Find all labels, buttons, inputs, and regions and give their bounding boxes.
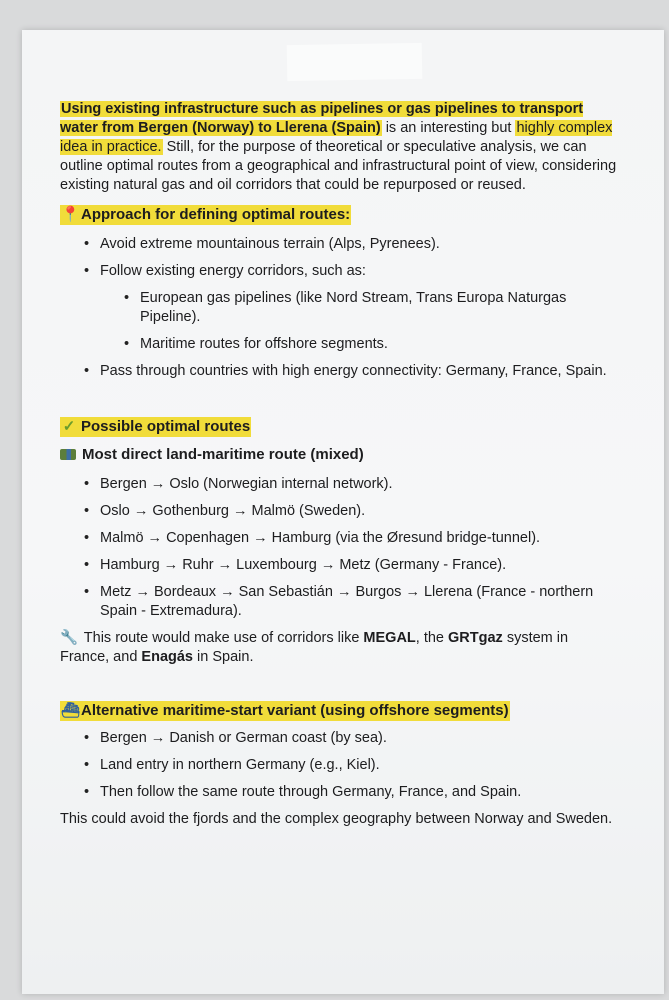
routes-heading [60, 417, 251, 437]
list-item: • Bergen → Oslo (Norwegian internal network). [100, 475, 620, 494]
list-item: • Malmö → Copenhagen → Hamburg (via the Øresund bridge-tunnel). [100, 529, 620, 548]
intro-highlight-2: highly complex idea in practice. [60, 120, 613, 155]
wrench-icon: 🔧 [60, 630, 79, 646]
check-icon: ✓ [62, 418, 76, 435]
sub-list-item: • Maritime routes for offshore segments. [140, 335, 620, 354]
intro-text-1: is an interesting but [381, 120, 516, 136]
sub-list-item: • European gas pipelines (like Nord Stream, Trans Europa Naturgas Pipeline). [140, 289, 620, 327]
alternative-heading-text: Alternative maritime-start variant (using offshore segments) [81, 702, 509, 719]
routes-section [60, 417, 620, 667]
direct-route-heading [60, 445, 620, 465]
list-item: • Oslo → Gothenburg → Malmö (Sweden). [100, 502, 620, 521]
intro-text-2: Still, for the purpose of theoretical or speculative analysis, we can outline optimal routes from a geographical and infrastructural point of view, considering existing natural gas and oil corridors that could be repurposed or reused. [60, 139, 617, 193]
note-grtgaz: GRTgaz [448, 630, 503, 646]
list-item: • Avoid extreme mountainous terrain (Alps, Pyrenees). [100, 235, 620, 254]
alternative-heading [60, 701, 510, 721]
list-item [100, 262, 620, 354]
approach-heading [60, 205, 351, 225]
list-item: • Hamburg → Ruhr → Luxembourg → Metz (Germany - France). [100, 556, 620, 575]
note-text: This route would make use of corridors like [80, 630, 364, 646]
approach-sublist [100, 289, 620, 354]
intro-highlight-1: Using existing infrastructure such as pipelines or gas pipelines to transport water from Bergen (Norway) to Llerena (Spain) [60, 101, 584, 136]
approach-heading-text: Approach for defining optimal routes: [81, 206, 351, 223]
note-megal: MEGAL [363, 630, 416, 646]
note-enagas: Enagás [141, 649, 194, 665]
note-text: , the [415, 630, 449, 646]
list-item: • Metz → Bordeaux → San Sebastián → Burgos → Llerena (France - northern Spain - Extremadura). [100, 583, 620, 621]
alternative-section [60, 701, 620, 829]
list-item: • Bergen → Danish or German coast (by sea). [100, 729, 620, 748]
paper-sheet [22, 30, 664, 994]
tape-strip [287, 43, 423, 81]
note-text: in Spain. [193, 649, 254, 665]
approach-section [60, 205, 620, 381]
list-item: • Pass through countries with high energy connectivity: Germany, France, Spain. [100, 362, 620, 381]
map-icon [60, 449, 76, 460]
document-body [60, 100, 620, 829]
direct-route-list [60, 475, 620, 621]
list-item-text: Follow existing energy corridors, such as: [100, 263, 366, 279]
ship-icon: ⛴ [61, 702, 81, 719]
intro-paragraph [60, 100, 620, 195]
list-item: • Then follow the same route through Germany, France, and Spain. [100, 783, 620, 802]
route-note [60, 629, 620, 667]
alternative-list [60, 729, 620, 802]
closing-paragraph: This could avoid the fjords and the complex geography between Norway and Sweden. [60, 811, 613, 827]
list-item: • Land entry in northern Germany (e.g., Kiel). [100, 756, 620, 775]
direct-route-heading-text: Most direct land-maritime route (mixed) [82, 446, 364, 463]
approach-list [60, 235, 620, 381]
pin-icon: 📍 [61, 206, 80, 223]
note-text: system in France, and [60, 630, 569, 665]
routes-heading-text: Possible optimal routes [81, 418, 251, 435]
